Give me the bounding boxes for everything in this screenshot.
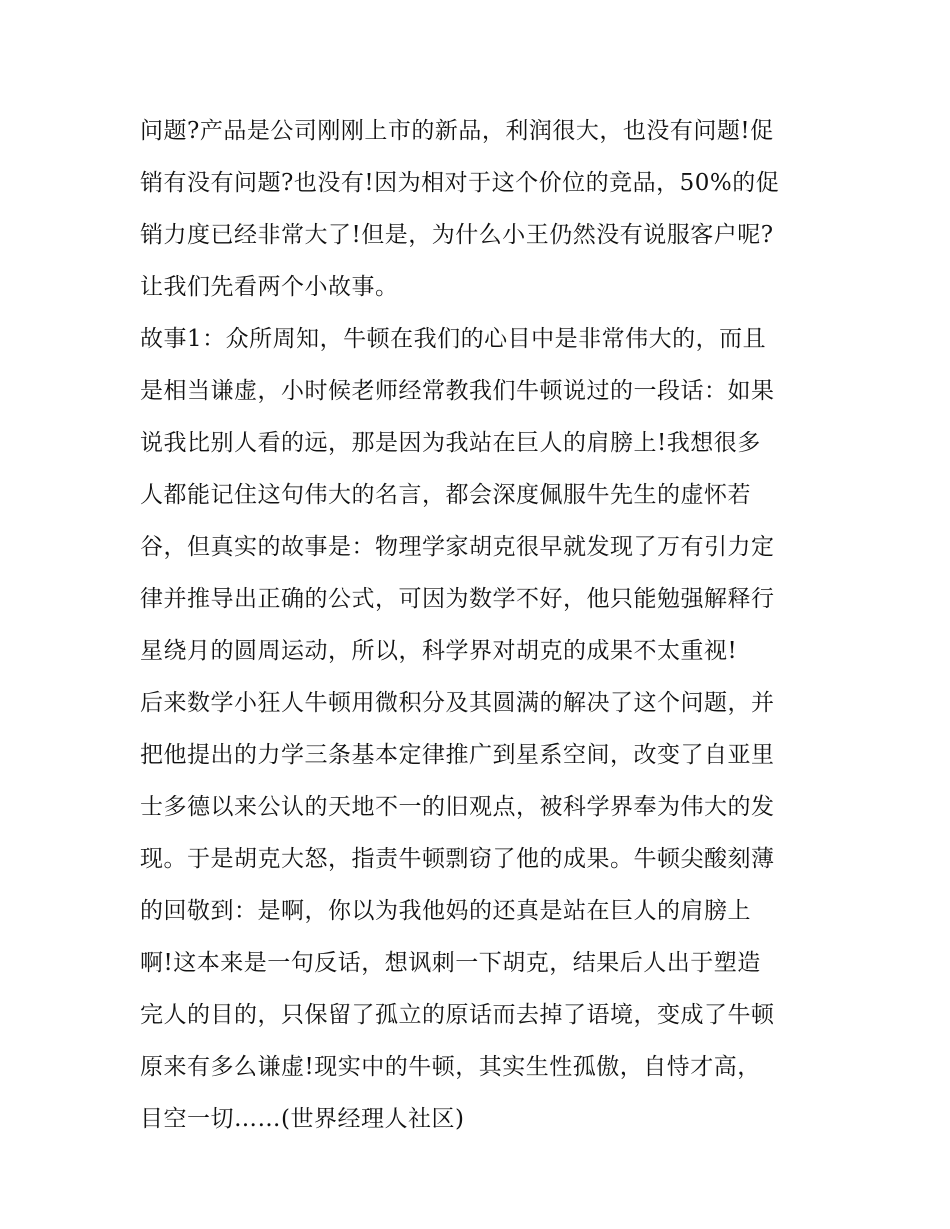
text-line: 销有没有问题?也没有!因为相对于这个价位的竞品，50%的促 <box>140 170 780 196</box>
text-line: 完人的目的，只保留了孤立的原话而去掉了语境，变成了牛顿 <box>140 1002 775 1028</box>
text-line: 目空一切……(世界经理人社区) <box>140 1106 465 1132</box>
text-line: 人都能记住这句伟大的名言，都会深度佩服牛先生的虚怀若 <box>140 482 751 508</box>
text-line: 说我比别人看的远，那是因为我站在巨人的肩膀上!我想很多 <box>140 430 761 456</box>
text-line: 律并推导出正确的公式，可因为数学不好，他只能勉强解释行 <box>140 586 775 612</box>
text-line: 让我们先看两个小故事。 <box>140 274 399 300</box>
text-line: 把他提出的力学三条基本定律推广到星系空间，改变了自亚里 <box>140 742 775 768</box>
text-line: 后来数学小狂人牛顿用微积分及其圆满的解决了这个问题，并 <box>140 690 775 716</box>
text-line: 问题?产品是公司刚刚上市的新品，利润很大，也没有问题!促 <box>140 118 774 144</box>
text-line: 现。于是胡克大怒，指责牛顿剽窃了他的成果。牛顿尖酸刻薄 <box>140 846 775 872</box>
text-line: 故事1：众所周知，牛顿在我们的心目中是非常伟大的，而且 <box>140 326 767 352</box>
article-text <box>140 105 820 1145</box>
text-line: 原来有多么谦虚!现实中的牛顿，其实生性孤傲，自恃才高， <box>140 1054 761 1080</box>
text-line: 谷，但真实的故事是：物理学家胡克很早就发现了万有引力定 <box>140 534 775 560</box>
text-line: 是相当谦虚，小时候老师经常教我们牛顿说过的一段话：如果 <box>140 378 775 404</box>
text-line: 士多德以来公认的天地不一的旧观点，被科学界奉为伟大的发 <box>140 794 775 820</box>
text-line: 星绕月的圆周运动，所以，科学界对胡克的成果不太重视! <box>140 638 738 664</box>
text-line: 的回敬到：是啊，你以为我他妈的还真是站在巨人的肩膀上 <box>140 898 751 924</box>
text-line: 啊!这本来是一句反话，想讽刺一下胡克，结果后人出于塑造 <box>140 950 761 976</box>
text-line: 销力度已经非常大了!但是，为什么小王仍然没有说服客户呢? <box>140 222 774 248</box>
